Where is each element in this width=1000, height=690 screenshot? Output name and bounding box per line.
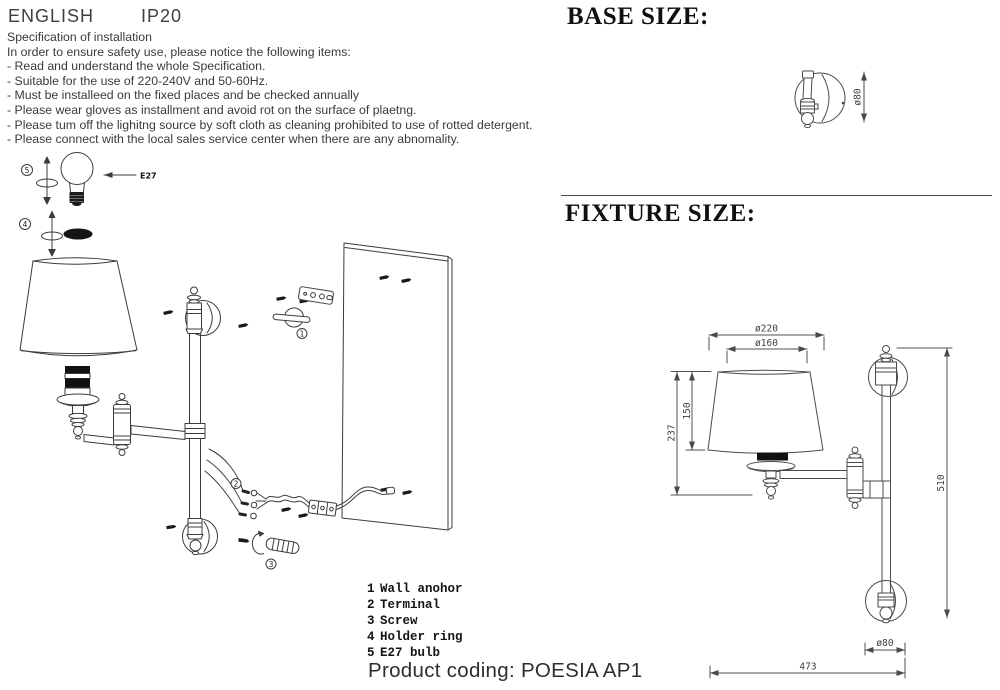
wall-panel: [342, 243, 452, 530]
rotation-arrow-icon: [42, 212, 63, 257]
marker-3-label: 3: [268, 559, 274, 569]
wires: [205, 449, 257, 519]
e27-bulb-label: E27: [140, 171, 157, 181]
spec-item: - Read and understand the whole Specification.: [7, 59, 266, 74]
fixture-pole-top-finial: [876, 346, 897, 386]
mounting-ring: [273, 308, 310, 339]
spec-item: - Please wear gloves as installment and avoid rot on the surface of plaetng.: [7, 102, 417, 117]
marker-1-label: 1: [299, 329, 305, 339]
base-diameter-dim-label: ø80: [852, 88, 864, 106]
rotation-arrow-icon: [37, 157, 58, 204]
dim-total-height-label: 237: [666, 424, 678, 442]
parts-list-item: 5 E27 bulb: [367, 646, 441, 660]
spec-item: - Suitable for the use of 220-240V and 50-60Hz.: [7, 73, 269, 88]
dim-shade-height-label: 150: [682, 402, 693, 420]
section-divider: [561, 195, 992, 196]
spec-item: - Please connect with the local sales service center when there are any abnomality.: [7, 132, 460, 147]
fixture-swing-arm: [780, 447, 891, 509]
terminal-block: [256, 493, 337, 516]
spec-item: - Must be installeed on the fixed places and be checked annually: [7, 88, 360, 103]
installation-spec-text: [7, 30, 532, 147]
pole-top-finial: [186, 287, 203, 334]
dim-base-diameter-label: ø80: [876, 638, 894, 649]
swing-arm: [84, 394, 205, 456]
parts-list-item: 1 Wall anohor: [367, 582, 463, 596]
parts-list-item: 2 Terminal: [367, 598, 441, 612]
marker-4-label: 4: [22, 219, 28, 229]
step-4-group: [20, 212, 93, 257]
product-coding: Product coding: POESIA AP1: [368, 659, 643, 682]
parts-list-item: 3 Screw: [367, 614, 418, 628]
dim-shade-top-label: ø160: [755, 338, 778, 349]
marker-2-label: 2: [233, 479, 239, 489]
base-size-title: BASE SIZE:: [567, 3, 709, 30]
installation-exploded-diagram: [0, 150, 560, 690]
fixture-shade: [708, 370, 823, 453]
dim-total-width-label: 473: [799, 661, 817, 673]
parts-list-item: 4 Holder ring: [367, 630, 463, 644]
holder-ring: [64, 229, 93, 240]
fixture-size-drawing: [640, 320, 1000, 690]
spec-intro: In order to ensure safety use, please notice the following items:: [7, 44, 351, 59]
marker-5-label: 5: [24, 165, 30, 175]
dim-pole-height-label: 510: [936, 474, 947, 492]
base-size-drawing: [760, 50, 920, 160]
step-5-group: [22, 153, 137, 207]
parts-list: [367, 581, 463, 661]
fixture-size-title: FIXTURE SIZE:: [565, 200, 756, 227]
pole-collar: [185, 424, 205, 439]
ip-rating-label: IP20: [141, 6, 183, 26]
language-label: ENGLISH: [8, 6, 95, 26]
spec-title: Specification of installation: [7, 30, 152, 44]
lamp-shade: [20, 258, 137, 356]
lamp-socket: [57, 366, 99, 439]
bulb-icon: [61, 153, 93, 207]
dim-shade-bottom-label: ø220: [755, 323, 778, 335]
spec-item: - Please tum off the lighitng source by soft cloth as cleaning prohibited to use of rotted detergent.: [7, 117, 533, 132]
